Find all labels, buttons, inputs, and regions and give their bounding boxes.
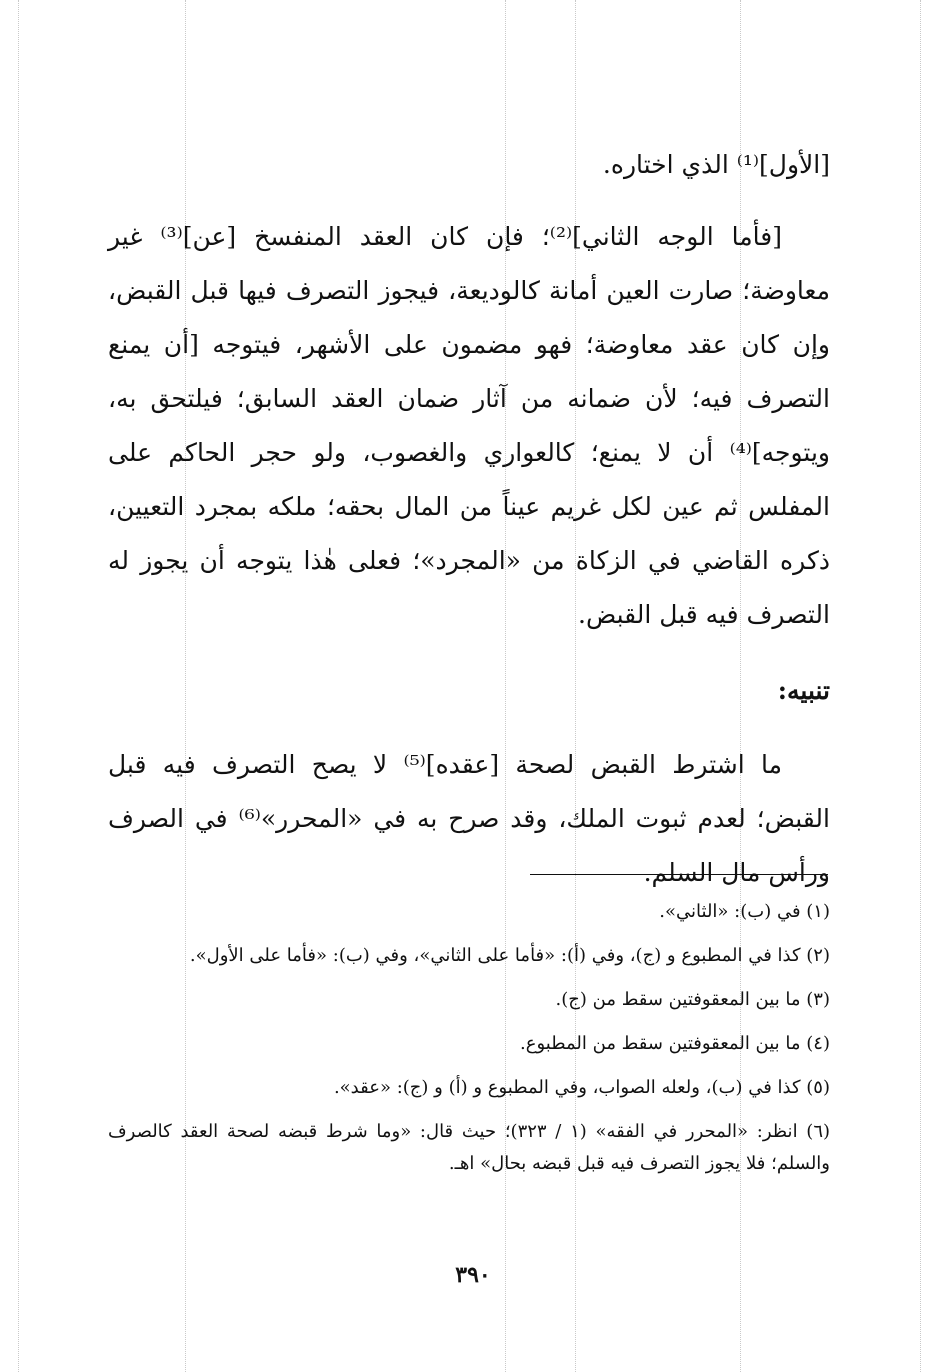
- note-paragraph: ما اشترط القبض لصحة [عقده]⁽⁵⁾ لا يصح التصرف فيه قبل القبض؛ لعدم ثبوت الملك، وقد صرح به في «المحرر»⁽⁶⁾ في الصرف ورأس مال السلم.: [108, 750, 830, 887]
- footnotes: [108, 896, 830, 1192]
- footnote: (٣) ما بين المعقوفتين سقط من (ج).: [555, 989, 830, 1010]
- footnote: (٥) كذا في (ب)، ولعله الصواب، وفي المطبوع و (أ) و (ج): «عقد».: [333, 1077, 830, 1098]
- footnote-separator: [530, 874, 828, 875]
- scan-guide-line: [920, 0, 921, 1372]
- footnote: (٤) ما بين المعقوفتين سقط من المطبوع.: [520, 1033, 830, 1054]
- main-text: [108, 138, 830, 918]
- page-number: ٣٩٠: [455, 1262, 491, 1288]
- footnote: (٦) انظر: «المحرر في الفقه» (١ / ٣٢٣)؛ حيث قال: «وما شرط قبضه لصحة العقد كالصرف والسلم؛ فلا يجوز التصرف فيه قبل قبضه بحال» اهـ.: [108, 1121, 831, 1174]
- paragraph: [الأول]⁽¹⁾ الذي اختاره.: [602, 150, 830, 179]
- paragraph: [فأما الوجه الثاني]⁽²⁾؛ فإن كان العقد المنفسخ [عن]⁽³⁾ غير معاوضة؛ صارت العين أمانة كالوديعة، فيجوز التصرف فيها قبل القبض، وإن كان عقد معاوضة؛ فهو مضمون على الأشهر، فيتوجه [أن يمنع التصرف فيه؛ لأن ضمانه من آثار ضمان العقد السابق؛ فيلتحق به، ويتوجه]⁽⁴⁾ أن لا يمنع؛ كالعواري والغصوب، ولو حجر الحاكم على المفلس ثم عين لكل غريم عيناً من المال بحقه؛ ملكه بمجرد التعيين، ذكره القاضي في الزكاة من «المجرد»؛ فعلى هٰذا يتوجه أن يجوز له التصرف فيه قبل القبض.: [108, 222, 831, 629]
- scan-guide-line: [18, 0, 19, 1372]
- footnote: (٢) كذا في المطبوع و (ج)، وفي (أ): «فأما على الثاني»، وفي (ب): «فأما على الأول».: [189, 945, 830, 966]
- note-heading: تنبيه:: [777, 676, 830, 705]
- footnote: (١) في (ب): «الثاني».: [659, 901, 830, 922]
